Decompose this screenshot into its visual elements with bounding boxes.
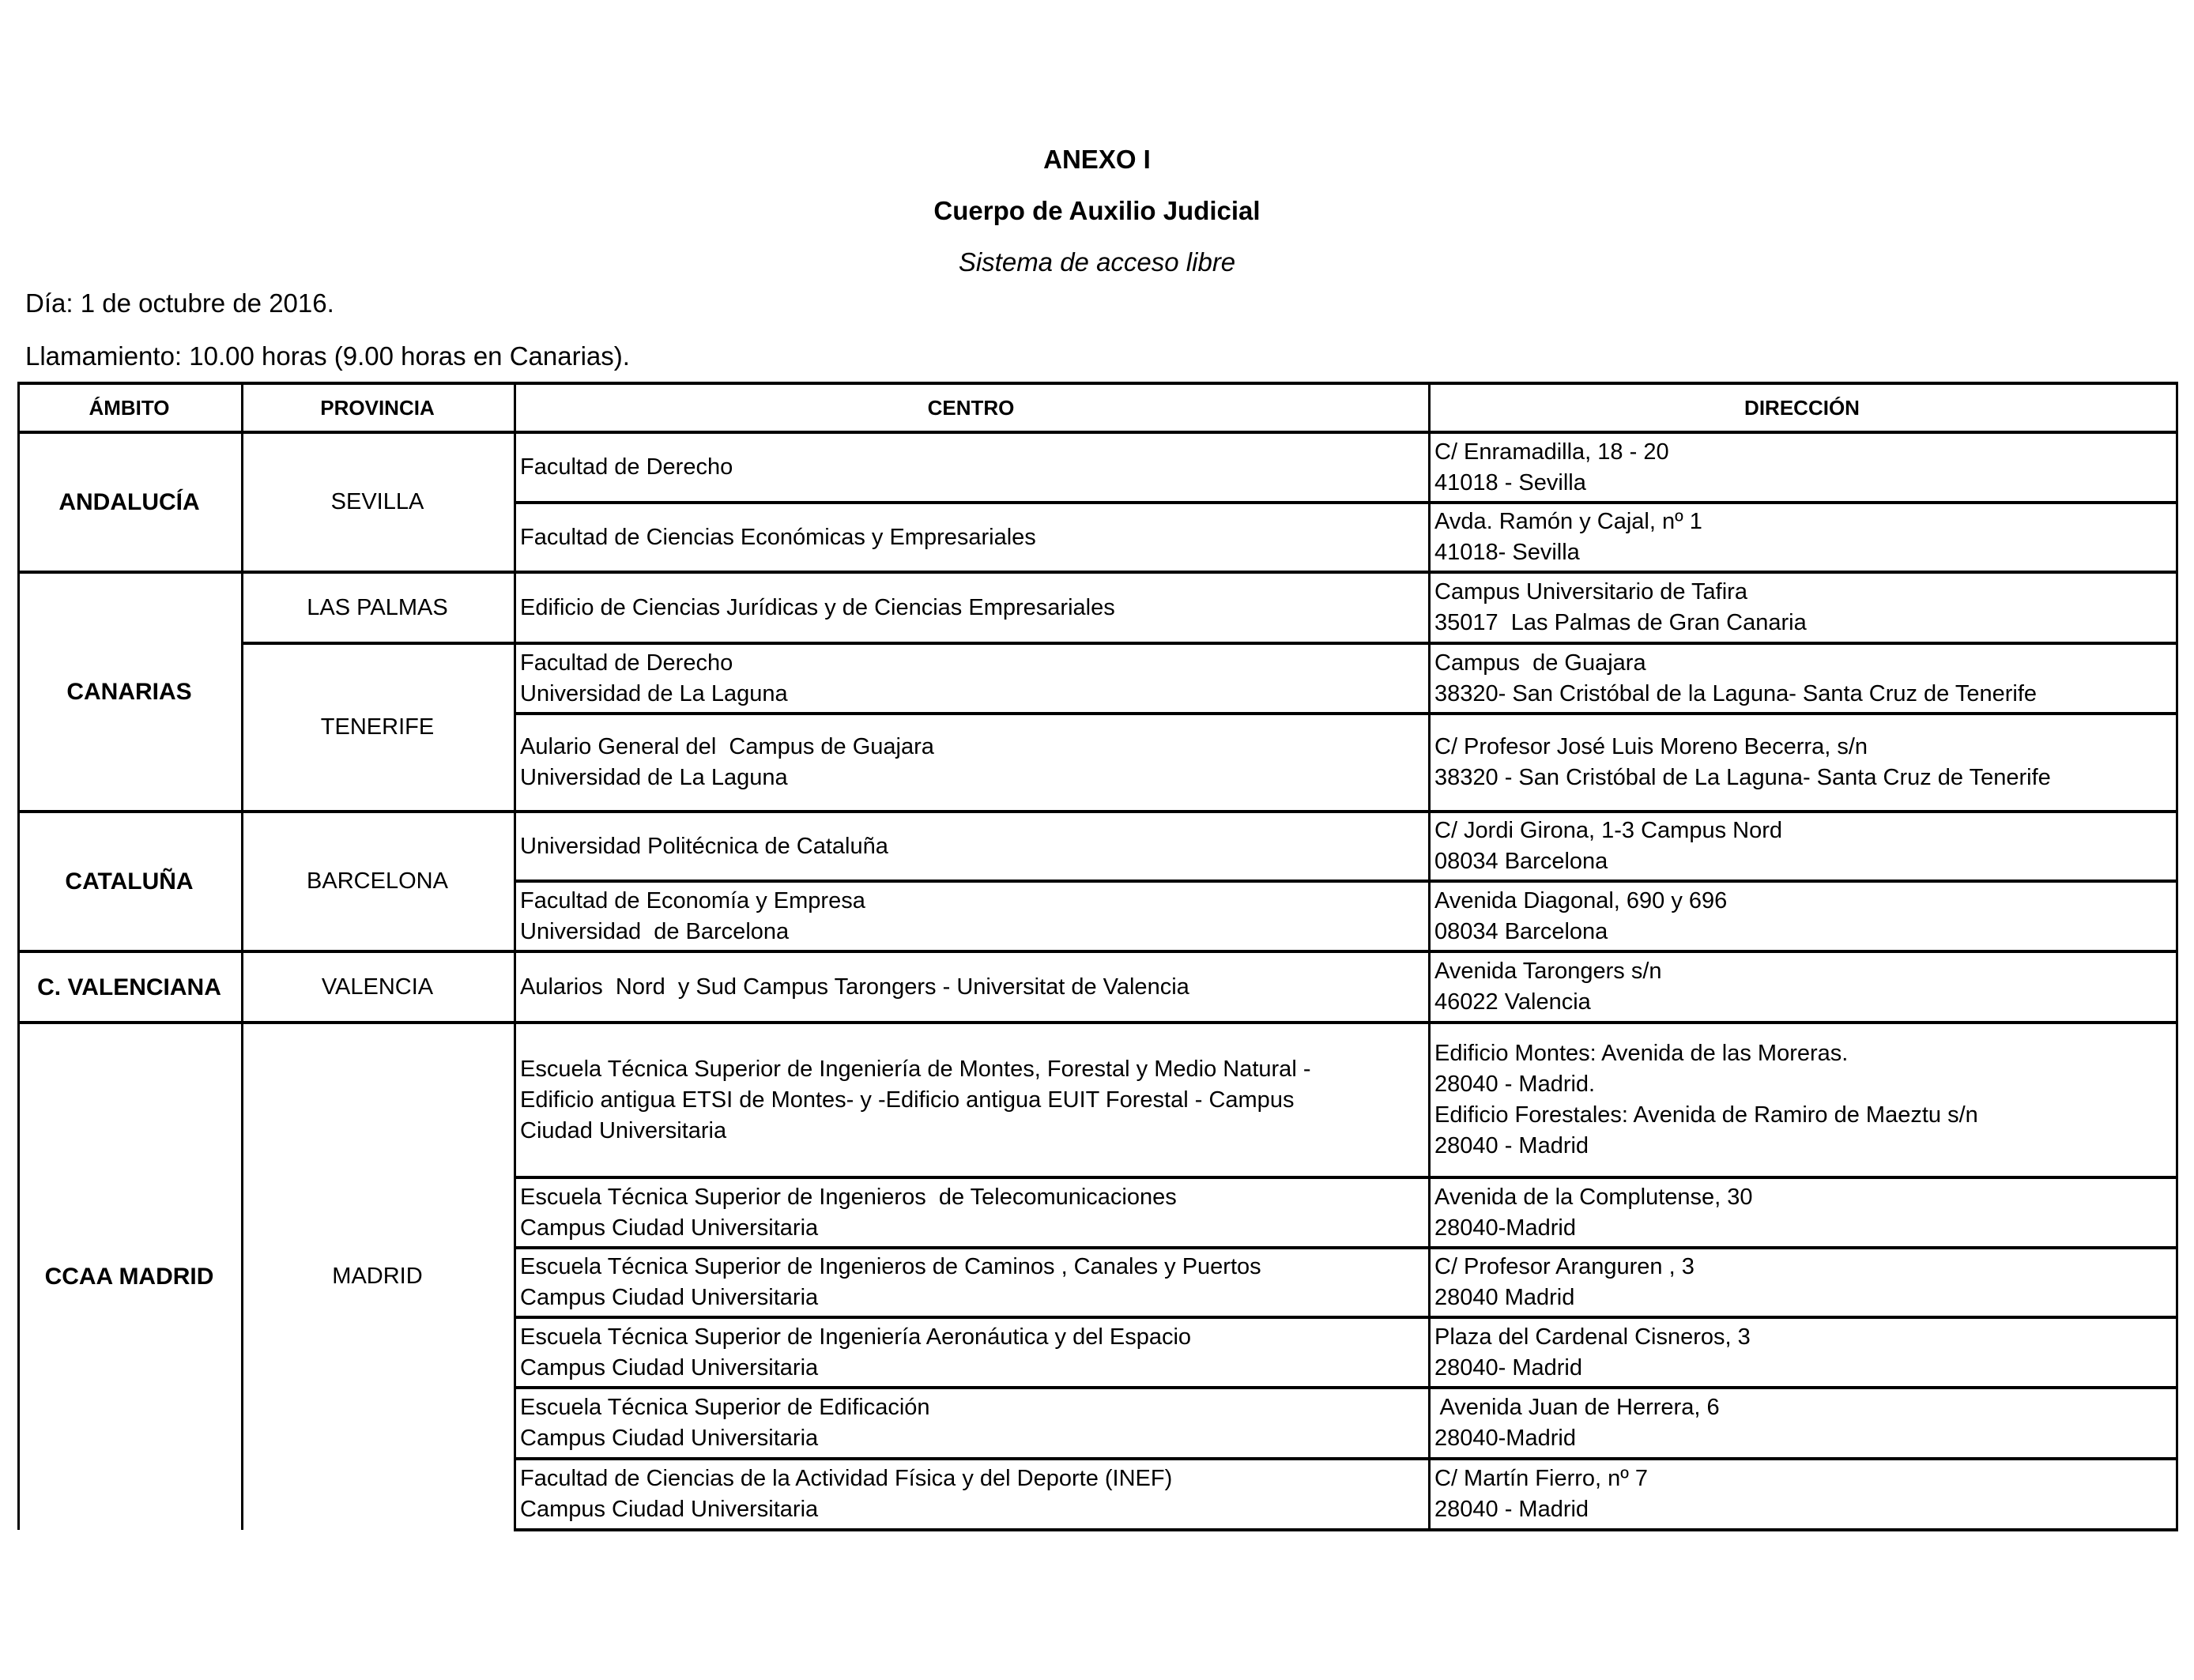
direccion-cell-line: 41018 - Sevilla	[1434, 469, 1586, 495]
direccion-cell	[1428, 951, 2176, 1023]
province-divider	[241, 642, 2178, 645]
direccion-cell-line: Avenida Diagonal, 690 y 696	[1434, 887, 1728, 913]
centro-cell-line: Escuela Técnica Superior de Ingeniería de Montes, Forestal y Medio Natural -	[520, 1056, 1311, 1082]
centro-cell-line: Escuela Técnica Superior de Edificación	[520, 1395, 930, 1420]
direccion-cell-line: C/ Profesor José Luis Moreno Becerra, s/n	[1434, 734, 1868, 759]
table-border-top	[17, 382, 2178, 385]
centro-cell-line: Facultad de Derecho	[520, 650, 733, 676]
direccion-cell	[1428, 503, 2176, 572]
direccion-cell-line: C/ Martín Fierro, nº 7	[1434, 1466, 1649, 1491]
col-border-ambito-provincia	[241, 382, 243, 1530]
provincia-cell-line: SEVILLA	[330, 489, 424, 514]
call-time: Llamamiento: 10.00 horas (9.00 horas en Canarias).	[25, 341, 630, 371]
direccion-cell-line: 35017 Las Palmas de Gran Canaria	[1434, 610, 1807, 635]
centro-cell	[514, 1317, 1428, 1388]
centro-cell-line: Campus Ciudad Universitaria	[520, 1497, 819, 1522]
row-divider	[514, 1246, 2178, 1249]
exam-day: Día: 1 de octubre de 2016.	[25, 288, 334, 318]
direccion-cell-line: Avenida Juan de Herrera, 6	[1434, 1395, 1720, 1420]
centro-cell	[514, 1023, 1428, 1177]
provincia-cell-line: VALENCIA	[321, 974, 434, 1000]
provincia-cell-line: MADRID	[332, 1263, 423, 1289]
centro-cell-line: Universidad de La Laguna	[520, 765, 788, 790]
direccion-cell-line: Avenida Tarongers s/n	[1434, 959, 1662, 984]
centro-cell	[514, 643, 1428, 714]
centro-cell-line: Campus Ciudad Universitaria	[520, 1285, 819, 1310]
provincia-cell	[241, 951, 514, 1023]
direccion-cell-line: 28040 - Madrid	[1434, 1133, 1589, 1158]
row-divider	[514, 880, 2178, 883]
centro-cell-line: Facultad de Derecho	[520, 454, 733, 480]
provincia-cell	[241, 572, 514, 643]
direccion-cell-line: Campus Universitario de Tafira	[1434, 579, 1747, 605]
centro-cell	[514, 951, 1428, 1023]
provincia-cell-line: BARCELONA	[307, 868, 448, 894]
direccion-cell	[1428, 1023, 2176, 1177]
row-divider	[514, 501, 2178, 504]
ambito-cell	[17, 432, 241, 572]
column-header-line: PROVINCIA	[320, 395, 435, 420]
direccion-cell	[1428, 1177, 2176, 1248]
provincia-cell	[241, 432, 514, 572]
col-border-left	[17, 382, 20, 1530]
direccion-cell-line: C/ Profesor Aranguren , 3	[1434, 1254, 1695, 1279]
centro-cell-line: Aulario General del Campus de Guajara	[520, 734, 934, 759]
direccion-cell	[1428, 643, 2176, 714]
direccion-cell-line: 08034 Barcelona	[1434, 849, 1608, 874]
direccion-cell-line: 28040 Madrid	[1434, 1285, 1575, 1310]
centro-cell-line: Universidad Politécnica de Cataluña	[520, 833, 888, 859]
direccion-cell-line: 41018- Sevilla	[1434, 540, 1580, 565]
direccion-cell-line: 28040- Madrid	[1434, 1354, 1582, 1381]
ambito-cell-line: C. VALENCIANA	[37, 974, 221, 1000]
header-divider	[17, 431, 2178, 434]
centro-cell-line: Campus Ciudad Universitaria	[520, 1426, 819, 1451]
centro-cell-line: Campus Ciudad Universitaria	[520, 1215, 819, 1241]
ambito-cell	[17, 812, 241, 951]
direccion-cell	[1428, 1317, 2176, 1388]
direccion-cell-line: Plaza del Cardenal Cisneros, 3	[1434, 1324, 1751, 1350]
centro-cell-line: Ciudad Universitaria	[520, 1117, 727, 1143]
row-divider	[514, 712, 2178, 715]
ambito-cell-line: CATALUÑA	[65, 868, 194, 895]
column-header	[241, 383, 514, 432]
direccion-cell-line: 08034 Barcelona	[1434, 918, 1608, 944]
centro-cell-line: Aularios Nord y Sud Campus Tarongers - Universitat de Valencia	[520, 974, 1189, 1000]
provincia-cell	[241, 643, 514, 812]
provincia-cell-line: LAS PALMAS	[307, 594, 448, 620]
column-header	[514, 383, 1428, 432]
direccion-cell	[1428, 881, 2176, 951]
centro-cell-line: Universidad de Barcelona	[520, 918, 790, 944]
row-divider	[514, 1176, 2178, 1179]
centro-cell-line: Facultad de Ciencias Económicas y Empresariales	[520, 524, 1036, 550]
ambito-cell-line: ANDALUCÍA	[58, 489, 200, 515]
col-border-right	[2176, 382, 2178, 1531]
direccion-cell	[1428, 812, 2176, 881]
direccion-cell-line: 46022 Valencia	[1434, 989, 1591, 1015]
ambito-cell	[17, 1023, 241, 1530]
ambito-cell	[17, 951, 241, 1023]
centro-cell	[514, 572, 1428, 643]
provincia-cell	[241, 1023, 514, 1530]
direccion-cell-line: 28040 - Madrid	[1434, 1497, 1589, 1522]
centro-cell-line: Facultad de Economía y Empresa	[520, 887, 865, 913]
direccion-cell	[1428, 432, 2176, 503]
direccion-cell-line: C/ Jordi Girona, 1-3 Campus Nord	[1434, 818, 1782, 843]
direccion-cell-line: 38320- San Cristóbal de la Laguna- Santa Cruz de Tenerife	[1434, 680, 2038, 706]
direccion-cell-line: Edificio Forestales: Avenida de Ramiro de Maeztu s/n	[1434, 1102, 1978, 1128]
provincia-cell	[241, 812, 514, 951]
direccion-cell-line: Edificio Montes: Avenida de las Moreras.	[1434, 1041, 1849, 1066]
provincia-cell-line: TENERIFE	[320, 714, 435, 740]
centro-cell-line: Escuela Técnica Superior de Ingenieros de Caminos , Canales y Puertos	[520, 1254, 1261, 1279]
centro-cell	[514, 432, 1428, 503]
column-header-line: ÁMBITO	[89, 395, 170, 420]
centro-cell-line: Escuela Técnica Superior de Ingeniería Aeronáutica y del Espacio	[520, 1324, 1192, 1350]
direccion-cell	[1428, 1388, 2176, 1459]
centro-cell	[514, 812, 1428, 881]
centro-cell-line: Universidad de La Laguna	[520, 680, 788, 706]
column-header	[17, 383, 241, 432]
col-border-centro-direccion	[1428, 382, 1431, 1531]
ambito-cell-line: CCAA MADRID	[44, 1263, 214, 1290]
centro-cell-line: Campus Ciudad Universitaria	[520, 1354, 819, 1381]
centro-cell-line: Edificio antigua ETSI de Montes- y -Edificio antigua EUIT Forestal - Campus	[520, 1087, 1295, 1113]
row-divider	[514, 1457, 2178, 1460]
direccion-cell-line: Avenida de la Complutense, 30	[1434, 1184, 1753, 1210]
group-divider	[17, 1021, 2178, 1024]
body-title: Cuerpo de Auxilio Judicial	[933, 196, 1261, 225]
column-header	[1428, 383, 2176, 432]
direccion-cell	[1428, 1459, 2176, 1530]
centro-cell	[514, 503, 1428, 572]
direccion-cell-line: 28040-Madrid	[1434, 1426, 1576, 1451]
group-divider	[17, 950, 2178, 953]
ambito-cell-line: CANARIAS	[66, 679, 192, 705]
direccion-cell	[1428, 714, 2176, 812]
direccion-cell-line: Campus de Guajara	[1434, 650, 1646, 676]
column-header-line: CENTRO	[927, 395, 1015, 420]
direccion-cell	[1428, 572, 2176, 643]
centro-cell-line: Facultad de Ciencias de la Actividad Física y del Deporte (INEF)	[520, 1466, 1173, 1491]
direccion-cell-line: Avda. Ramón y Cajal, nº 1	[1434, 509, 1702, 534]
direccion-cell-line: 38320 - San Cristóbal de La Laguna- Santa Cruz de Tenerife	[1434, 765, 2051, 790]
row-divider	[514, 1316, 2178, 1319]
group-divider	[17, 810, 2178, 813]
table-border-bottom	[514, 1528, 2178, 1531]
row-divider	[514, 1386, 2178, 1389]
centro-cell	[514, 1459, 1428, 1530]
direccion-cell-line: C/ Enramadilla, 18 - 20	[1434, 439, 1669, 465]
centro-cell	[514, 881, 1428, 951]
centro-cell-line: Escuela Técnica Superior de Ingenieros de Telecomunicaciones	[520, 1184, 1177, 1210]
centro-cell	[514, 1177, 1428, 1248]
centro-cell	[514, 1248, 1428, 1317]
ambito-cell	[17, 572, 241, 812]
direccion-cell	[1428, 1248, 2176, 1317]
centro-cell	[514, 714, 1428, 812]
access-system-subtitle: Sistema de acceso libre	[958, 247, 1236, 277]
direccion-cell-line: 28040 - Madrid.	[1434, 1072, 1596, 1097]
centro-cell-line: Edificio de Ciencias Jurídicas y de Ciencias Empresariales	[520, 594, 1115, 620]
col-border-provincia-centro	[514, 382, 516, 1531]
centro-cell	[514, 1388, 1428, 1459]
group-divider	[17, 571, 2178, 574]
column-header-line: DIRECCIÓN	[1744, 395, 1860, 420]
annex-title: ANEXO I	[1043, 145, 1151, 174]
direccion-cell-line: 28040-Madrid	[1434, 1215, 1576, 1241]
